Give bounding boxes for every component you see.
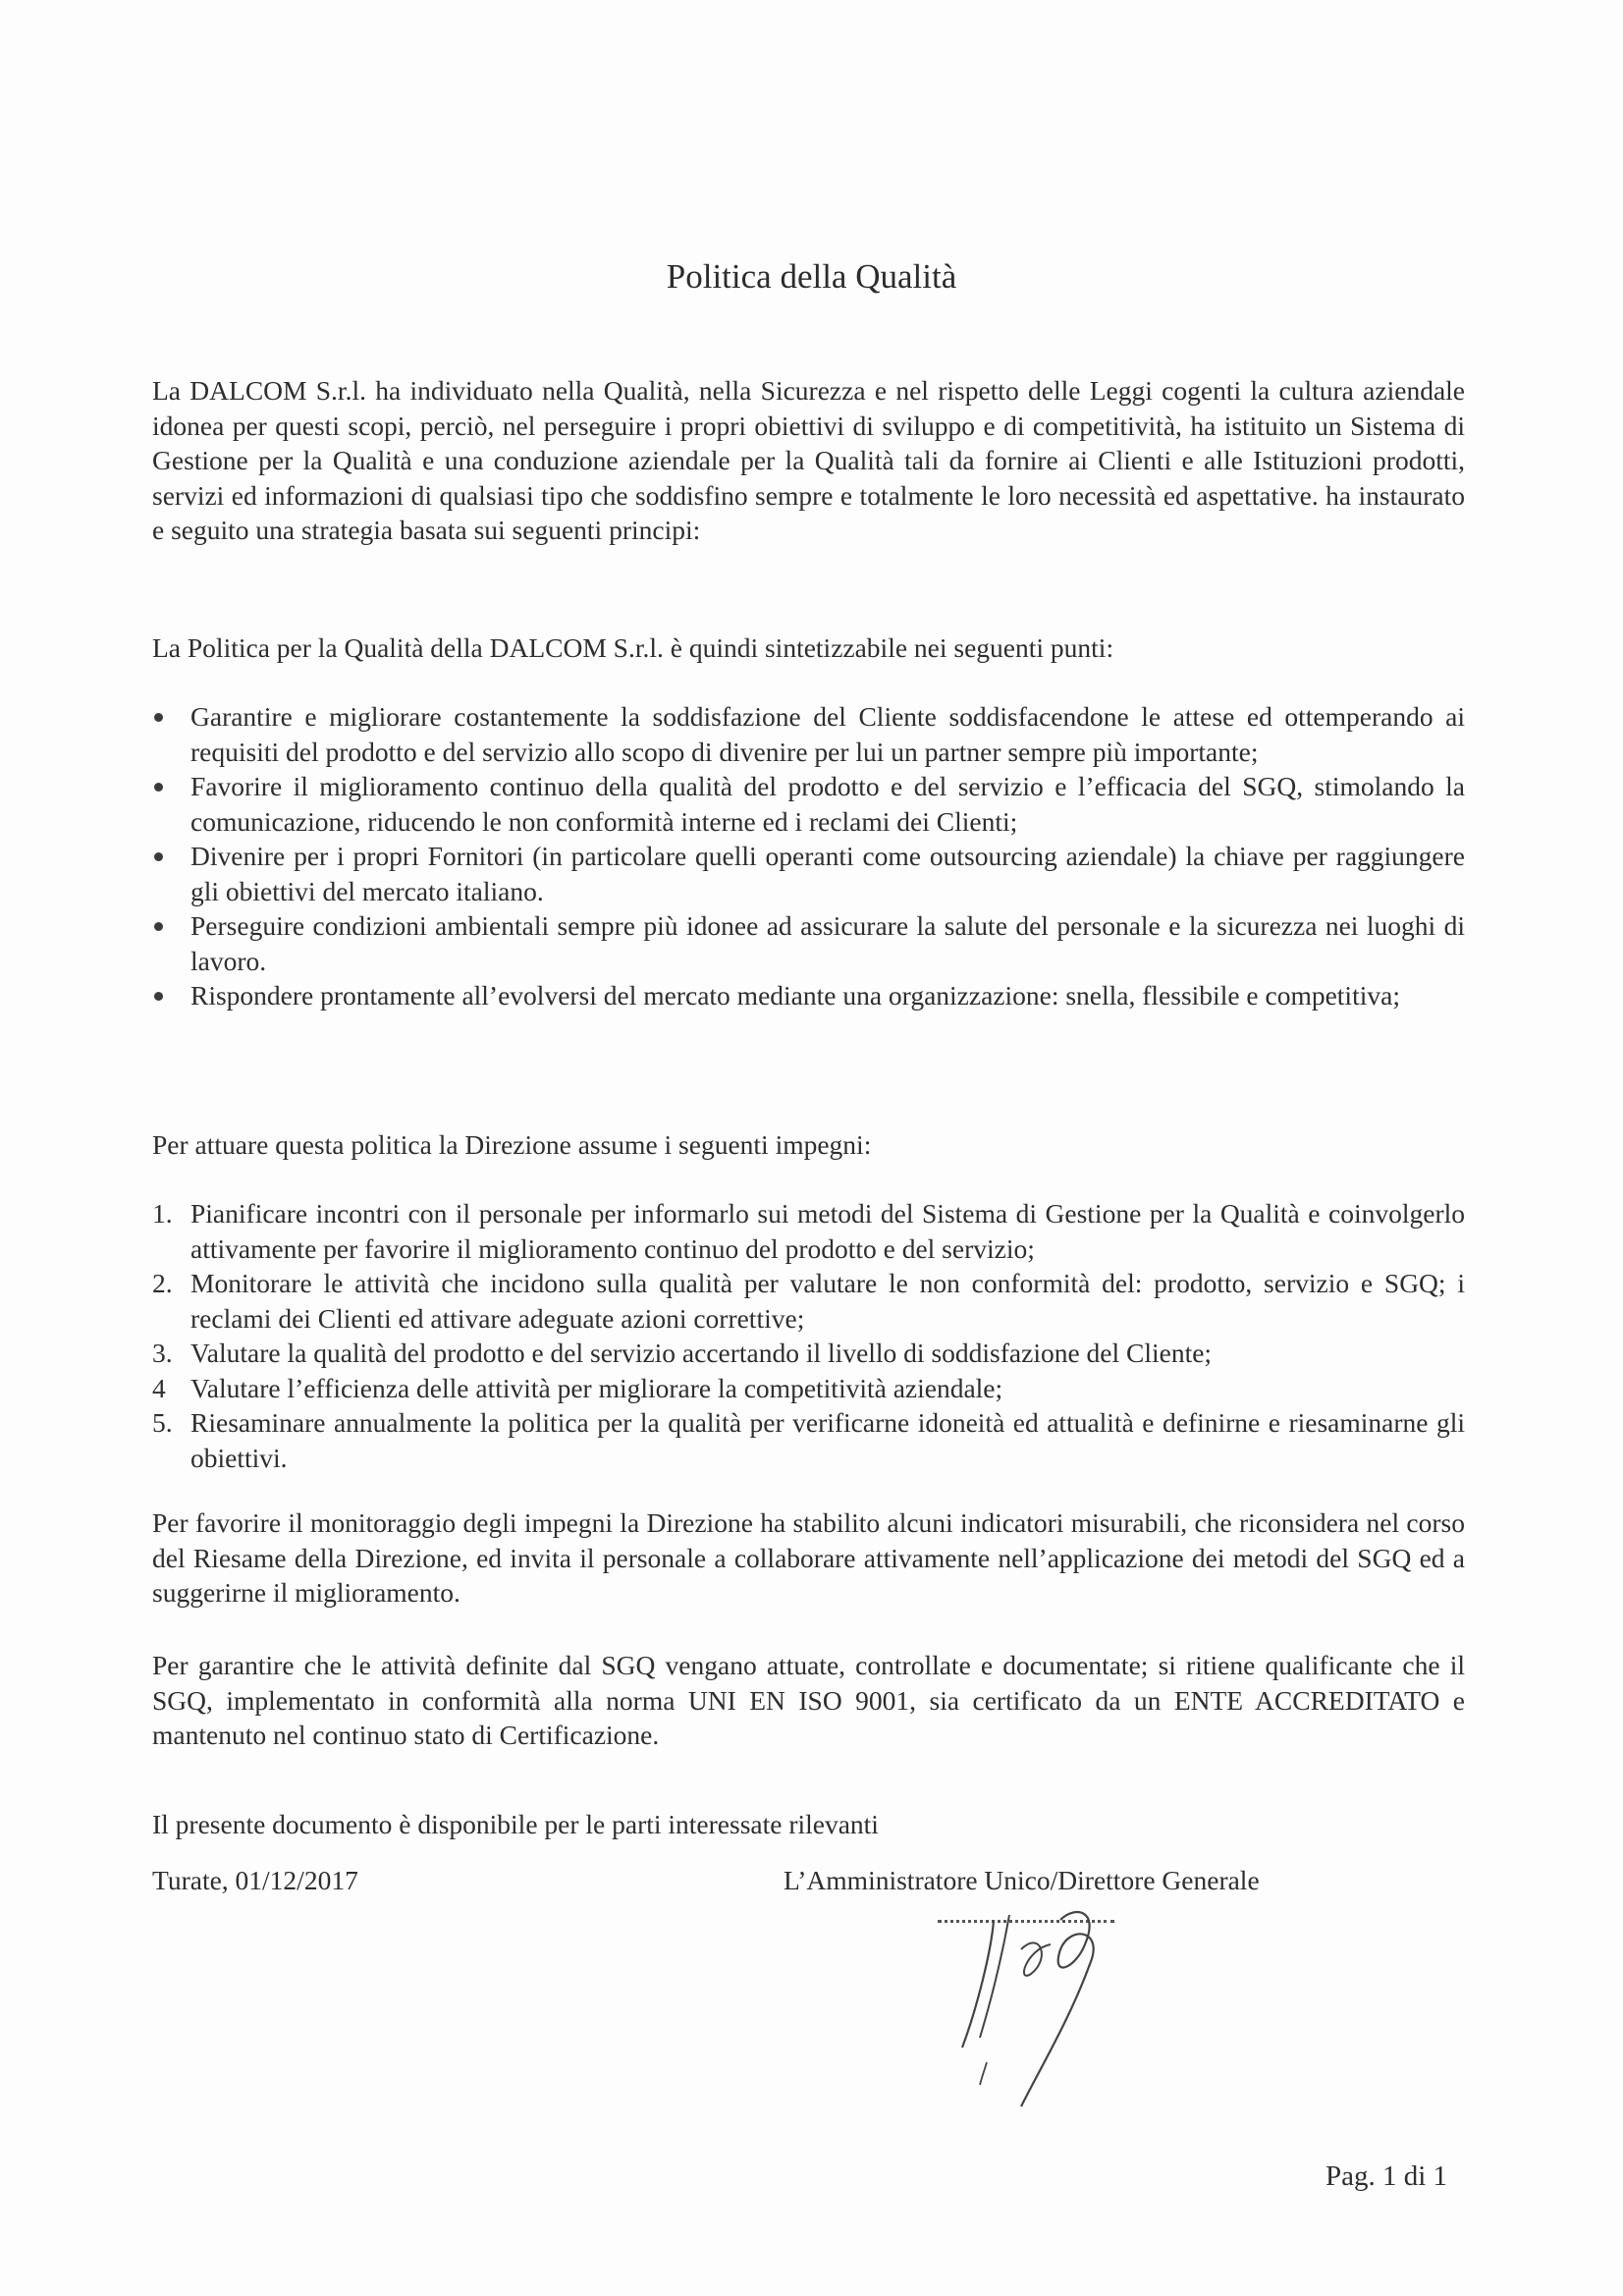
commitments-list [152, 1196, 1465, 1475]
list-item: Favorire il miglioramento continuo della qualità del prodotto e del servizio e l’efficacia del SGQ, stimolando la comunicazione, riducendo le non conformità interne ed i reclami dei Clienti; [152, 769, 1465, 839]
commitments-intro: Per attuare questa politica la Direzione assume i seguenti impegni: [152, 1129, 872, 1160]
list-item: Divenire per i propri Fornitori (in particolare quelli operanti come outsourcing aziendale) la chiave per raggiungere gli obiettivi del mercato italiano. [152, 839, 1465, 908]
signer-role: L’Amministratore Unico/Direttore Generale [784, 1865, 1260, 1895]
list-item: 4 Valutare l’efficienza delle attività per migliorare la competitività aziendale; [152, 1371, 1465, 1406]
bullet-icon [154, 992, 163, 1001]
bullet-icon [154, 852, 163, 861]
summary-paragraph: La Politica per la Qualità della DALCOM S.r.l. è quindi sintetizzabile nei seguenti punti: [152, 632, 1114, 663]
availability-note: Il presente documento è disponibile per le parti interessate rilevanti [152, 1809, 879, 1839]
item-number: 3. [152, 1338, 173, 1368]
list-item: 5. Riesaminare annualmente la politica per la qualità per verificarne idoneità ed attualità e definirne e riesaminarne gli obiettivi. [152, 1407, 1465, 1473]
item-number: 4 [152, 1372, 166, 1403]
signature-icon [933, 1890, 1168, 2116]
bullet-icon [154, 783, 163, 792]
list-item: 2. Monitorare le attività che incidono sulla qualità per valutare le non conformità del: prodotto, servizio e SGQ; i reclami dei Clienti ed attivare adeguate azioni correttive; [152, 1268, 1465, 1334]
policy-points-list [152, 699, 1465, 1013]
place-date: Turate, 01/12/2017 [152, 1865, 358, 1895]
page-number: Pag. 1 di 1 [1325, 2160, 1448, 2192]
list-item: Garantire e migliorare costantemente la soddisfazione del Cliente soddisfacendone le attese ed ottemperando ai requisiti del prodotto e del servizio allo scopo di divenire per lui un partner sempre più importante; [152, 699, 1465, 769]
list-item: Perseguire condizioni ambientali sempre più idonee ad assicurare la salute del personale e la sicurezza nei luoghi di lavoro. [152, 908, 1465, 978]
item-number: 2. [152, 1268, 173, 1298]
item-number: 5. [152, 1407, 173, 1438]
document-title: Politica della Qualità [666, 257, 957, 296]
item-number: 1. [152, 1198, 173, 1229]
certification-paragraph: Per garantire che le attività definite dal SGQ vengano attuate, controllate e documentate; si ritiene qualificante che il SGQ, implementato in conformità alla norma UNI EN ISO 9001, sia certificato da un ENTE ACCREDITATO e mantenuto nel continuo stato di Certificazione. [152, 1650, 1465, 1750]
bullet-icon [154, 713, 163, 722]
list-item: 3. Valutare la qualità del prodotto e del servizio accertando il livello di soddisfazione del Cliente; [152, 1336, 1465, 1371]
intro-paragraph: La DALCOM S.r.l. ha individuato nella Qualità, nella Sicurezza e nel rispetto delle Leggi cogenti la cultura aziendale idonea per questi scopi, perciò, nel perseguire i propri obiettivi di sviluppo e di competitività, ha istituito un Sistema di Gestione per la Qualità e una conduzione aziendale per la Qualità tali da fornire ai Clienti e alle Istituzioni prodotti, servizi ed informazioni di qualsiasi tipo che soddisfino sempre e totalmente le loro necessità ed aspettative. ha instaurato e seguito una strategia basata sui seguenti principi: [152, 375, 1465, 545]
bullet-icon [154, 922, 163, 931]
list-item: Rispondere prontamente all’evolversi del mercato mediante una organizzazione: snella, flessibile e competitiva; [152, 978, 1465, 1013]
list-item: 1. Pianificare incontri con il personale per informarlo sui metodi del Sistema di Gestione per la Qualità e coinvolgerlo attivamente per favorire il miglioramento continuo del prodotto e del servizio; [152, 1198, 1465, 1264]
monitoring-paragraph: Per favorire il monitoraggio degli impegni la Direzione ha stabilito alcuni indicatori misurabili, che riconsidera nel corso del Riesame della Direzione, ed invita il personale a collaborare attivamente nell’applicazione dei metodi del SGQ ed a suggerirne il miglioramento. [152, 1507, 1465, 1608]
